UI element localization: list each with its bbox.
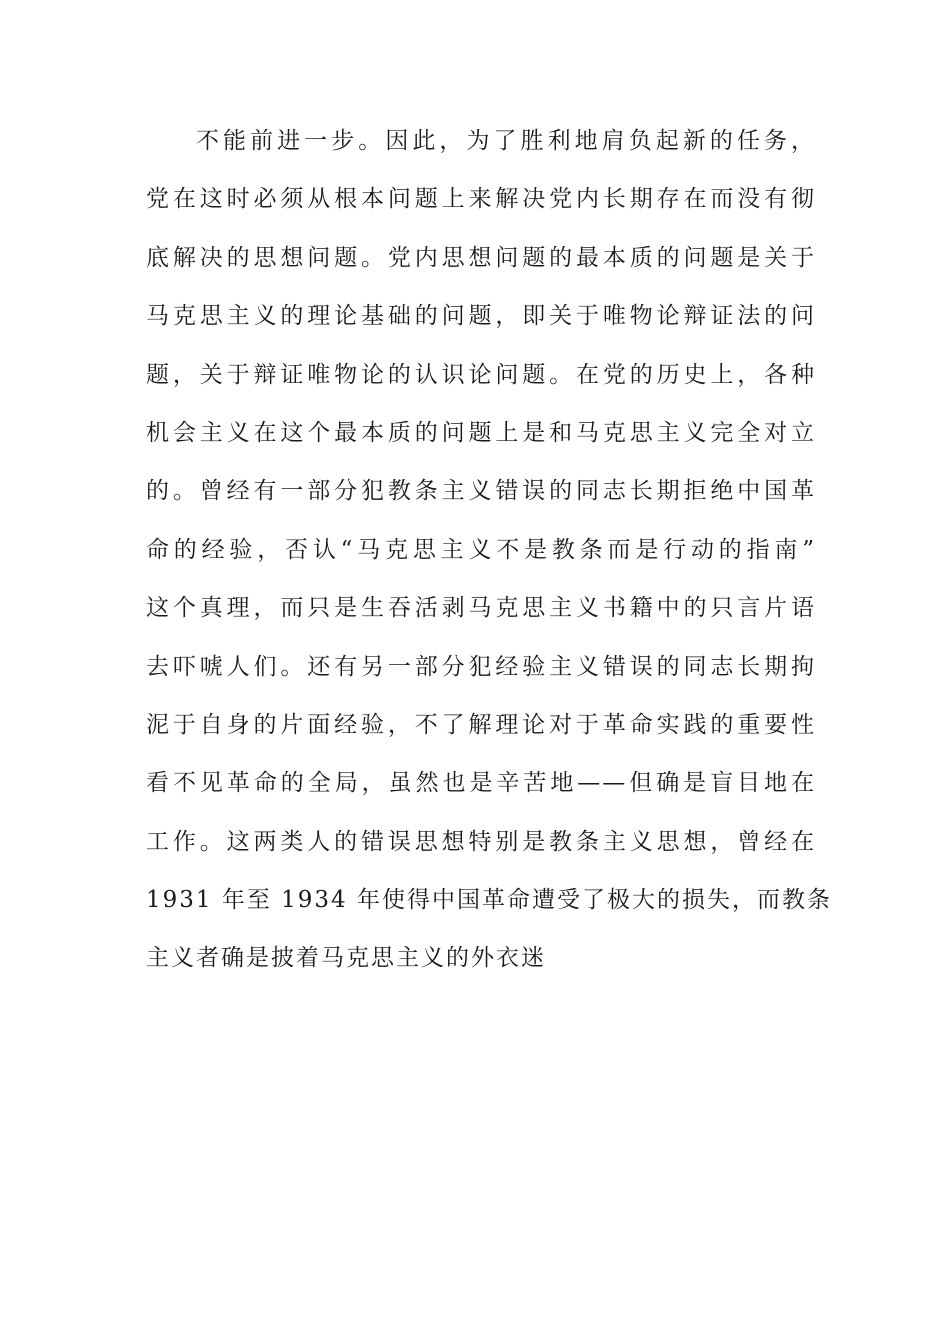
paragraph-line-13: 工作。这两类人的错误思想特别是教条主义思想，曾经在 [146,828,816,855]
paragraph-line-9: 这个真理，而只是生吞活剥马克思主义书籍中的只言片语 [146,595,816,622]
body-paragraph [146,122,832,998]
paragraph-line-3: 底解决的思想问题。党内思想问题的最本质的问题是关于 [146,244,816,271]
paragraph-line-8: 命的经验，否认“马克思主义不是教条而是行动的指南” [146,536,816,563]
paragraph-line-4: 马克思主义的理论基础的问题，即关于唯物论辩证法的问 [146,303,816,330]
paragraph-line-12: 看不见革命的全局，虽然也是辛苦地——但确是盲目地在 [146,770,816,797]
paragraph-line-10: 去吓唬人们。还有另一部分犯经验主义错误的同志长期拘 [146,653,816,680]
paragraph-line-2: 党在这时必须从根本问题上来解决党内长期存在而没有彻 [146,186,816,213]
paragraph-line-14: 1931 年至 1934 年使得中国革命遭受了极大的损失，而教条 [146,887,832,914]
paragraph-line-15: 主义者确是披着马克思主义的外衣迷 [146,945,546,972]
paragraph-line-11: 泥于自身的片面经验，不了解理论对于革命实践的重要性 [146,711,816,738]
paragraph-line-1: 不能前进一步。因此，为了胜利地肩负起新的任务， [196,128,816,154]
paragraph-line-5: 题，关于辩证唯物论的认识论问题。在党的历史上，各种 [146,361,816,388]
paragraph-line-7: 的。曾经有一部分犯教条主义错误的同志长期拒绝中国革 [146,478,816,505]
paragraph-line-6: 机会主义在这个最本质的问题上是和马克思主义完全对立 [146,419,816,446]
